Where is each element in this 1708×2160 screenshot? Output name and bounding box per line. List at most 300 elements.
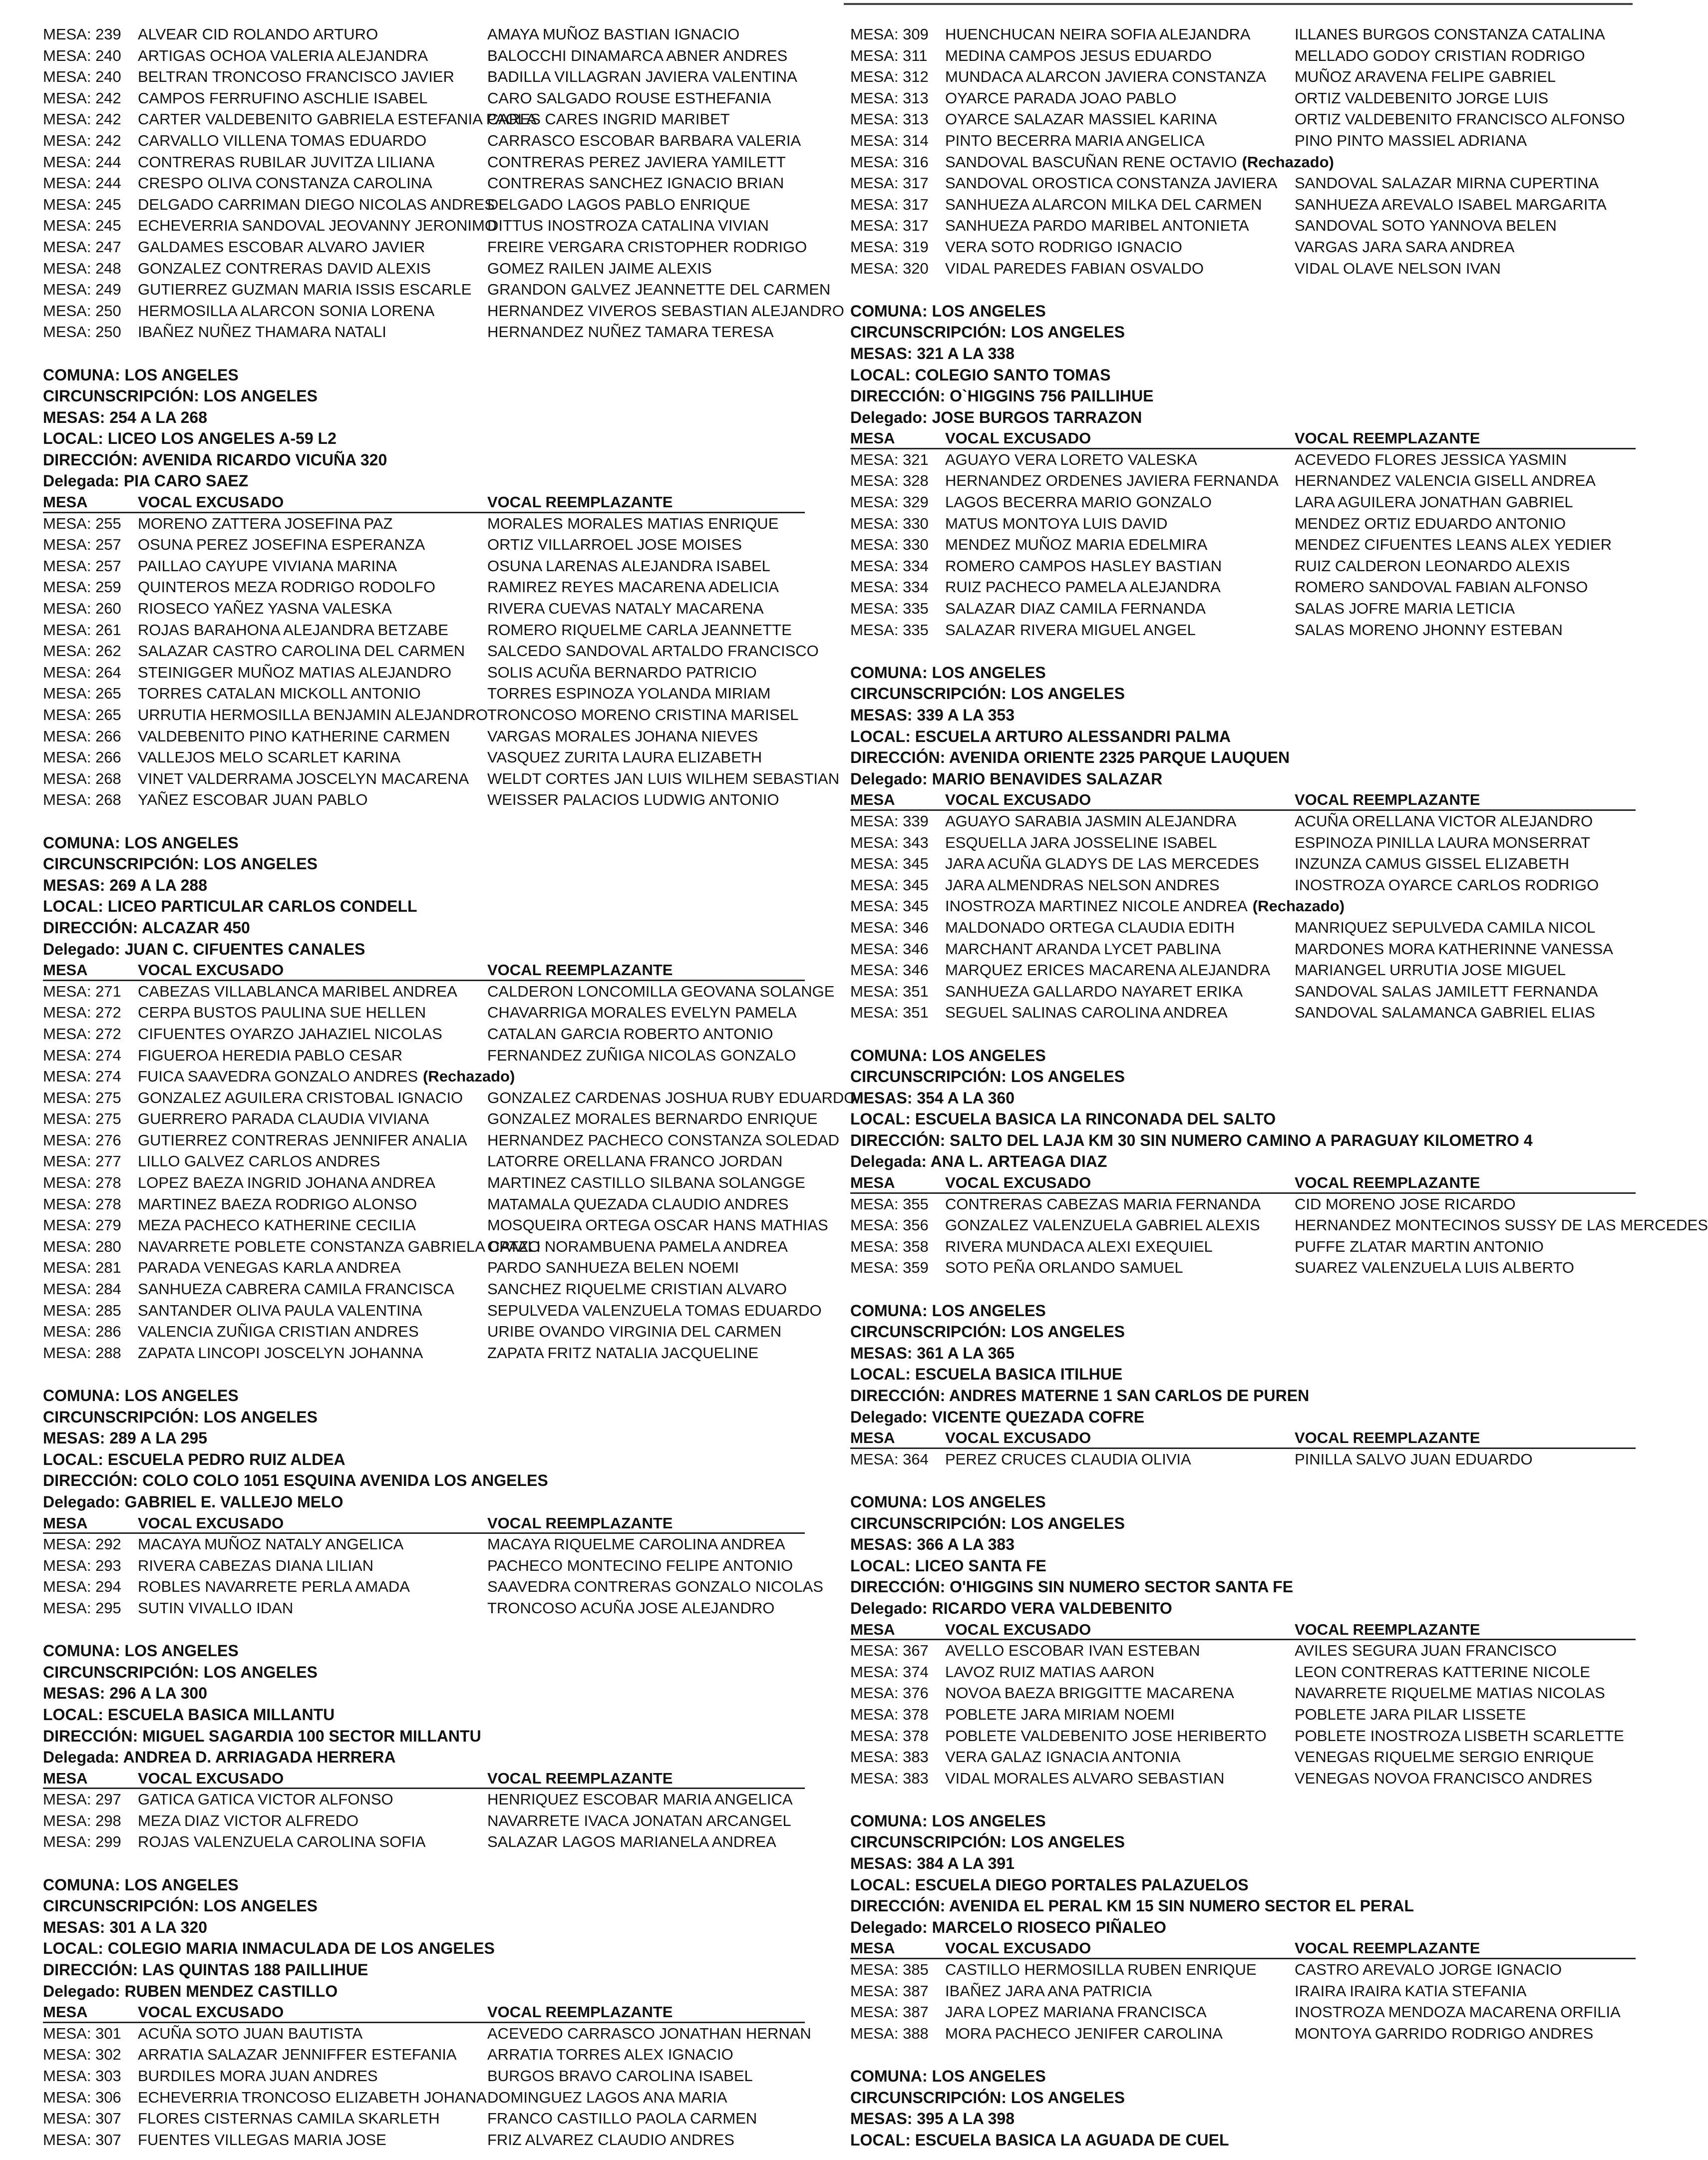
vocal-reemplazante-cell: BALOCCHI DINAMARCA ABNER ANDRES [487,46,788,64]
circunscripcion-line: CIRCUNSCRIPCIÓN: LOS ANGELES [43,1663,318,1681]
mesa-cell: MESA: 383 [850,1748,929,1766]
vocal-excusado-cell: SANDOVAL OROSTICA CONSTANZA JAVIERA [945,174,1278,192]
vocal-reemplazante-cell: SANHUEZA AREVALO ISABEL MARGARITA [1295,195,1607,213]
vocal-reemplazante-cell: AMAYA MUÑOZ BASTIAN IGNACIO [487,25,740,43]
mesa-cell: MESA: 320 [850,259,929,277]
mesa-cell: MESA: 292 [43,1535,121,1553]
table-row [43,88,805,109]
table-row [43,981,835,1003]
vocal-reemplazante-cell: WEISSER PALACIOS LUDWIG ANTONIO [487,791,779,809]
direccion-line: DIRECCIÓN: AVENIDA EL PERAL KM 15 SIN NUMERO SECTOR EL PERAL [850,1897,1414,1915]
mesa-cell: MESA: 356 [850,1216,929,1234]
vocal-excusado-cell: SOTO PEÑA ORLANDO SAMUEL [945,1259,1183,1277]
table-row [43,2023,811,2045]
vocal-excusado-cell: ESQUELLA JARA JOSSELINE ISABEL [945,833,1217,851]
table-row [43,641,819,662]
vocal-excusado-cell: MUNDACA ALARCON JAVIERA CONSTANZA [945,68,1267,86]
table-row [43,2044,805,2066]
table-row [43,1300,822,1322]
table-row [43,109,805,130]
vocal-reemplazante-cell: SALAZAR LAGOS MARIANELA ANDREA [487,1833,776,1851]
table-row [850,66,1636,88]
spacer [850,2044,1636,2066]
mesa-cell: MESA: 286 [43,1323,121,1341]
mesas-range: MESAS: 395 A LA 398 [850,2110,1015,2128]
vocal-excusado-cell: VALENCIA ZUÑIGA CRISTIAN ANDRES [138,1323,419,1341]
comuna-line: COMUNA: LOS ANGELES [43,833,239,852]
vocal-excusado-cell: MALDONADO ORTEGA CLAUDIA EDITH [945,918,1235,936]
delegado-line: Delegado: JOSE BURGOS TARRAZON [850,408,1142,426]
mesa-cell: MESA: 299 [43,1833,121,1851]
mesa-cell: MESA: 330 [850,514,929,532]
delegado-line: Delegado: MARCELO RIOSECO PIÑALEO [850,1918,1166,1936]
mesa-cell: MESA: 303 [43,2067,121,2085]
table-row [43,662,805,684]
vocal-excusado-cell: JARA ALMENDRAS NELSON ANDRES [945,876,1220,894]
local-line: LOCAL: ESCUELA DIEGO PORTALES PALAZUELOS [850,1875,1249,1894]
table-row [850,1768,1636,1790]
vocal-excusado-cell: CRESPO OLIVA CONSTANZA CAROLINA [138,174,432,192]
right-column [850,24,1708,2151]
mesas-range: MESAS: 254 A LA 268 [43,408,207,426]
vocal-reemplazante-cell: ILLANES BURGOS CONSTANZA CATALINA [1295,25,1605,43]
mesa-cell: MESA: 367 [850,1642,929,1660]
mesa-cell: MESA: 240 [43,68,121,86]
table-row [43,258,805,280]
mesa-cell: MESA: 317 [850,195,929,213]
header-vocal-excusado: VOCAL EXCUSADO [138,2003,284,2021]
table-row [850,1683,1636,1704]
mesa-cell: MESA: 319 [850,238,929,256]
header-vocal-reemplazante: VOCAL REEMPLAZANTE [487,2003,673,2021]
header-mesa: MESA [850,1620,895,1638]
comuna-line: COMUNA: LOS ANGELES [850,2067,1046,2085]
vocal-excusado-cell: HERMOSILLA ALARCON SONIA LORENA [138,302,435,320]
vocal-reemplazante-cell: MELLADO GODOY CRISTIAN RODRIGO [1295,46,1585,64]
table-row [850,534,1636,556]
table-row [43,194,805,216]
vocal-excusado-cell: CERPA BUSTOS PAULINA SUE HELLEN [138,1004,426,1022]
vocal-reemplazante-cell: RUIZ CALDERON LEONARDO ALEXIS [1295,557,1570,575]
header-vocal-excusado: VOCAL EXCUSADO [945,1429,1091,1447]
table-row [850,1257,1636,1279]
vocal-reemplazante-cell: URIBE OVANDO VIRGINIA DEL CARMEN [487,1323,782,1341]
vocal-reemplazante-cell: CATALAN GARCIA ROBERTO ANTONIO [487,1025,773,1043]
table-row [43,152,805,173]
table-header [850,1172,1636,1194]
vocal-excusado-cell: ECHEVERRIA SANDOVAL JEOVANNY JERONIMO [138,217,497,235]
mesa-cell: MESA: 250 [43,323,121,341]
spacer [850,279,1636,301]
vocal-reemplazante-cell: DITTUS INOSTROZA CATALINA VIVIAN [487,217,769,235]
vocal-reemplazante-cell: MENDEZ CIFUENTES LEANS ALEX YEDIER [1295,536,1612,554]
vocal-excusado-cell: OYARCE PARADA JOAO PABLO [945,89,1177,107]
table-row [850,1747,1636,1768]
vocal-excusado-cell: HERNANDEZ ORDENES JAVIERA FERNANDA [945,472,1279,490]
vocal-reemplazante-cell: HERNANDEZ PACHECO CONSTANZA SOLEDAD [487,1131,840,1149]
vocal-reemplazante-cell: HERNANDEZ MONTECINOS SUSSY DE LAS MERCEDES [1295,1216,1708,1234]
header-vocal-excusado: VOCAL EXCUSADO [945,791,1091,809]
table-row [43,534,805,556]
table-row [850,1726,1636,1747]
mesas-range: MESAS: 321 A LA 338 [850,344,1015,362]
table-row [850,215,1636,237]
mesa-cell: MESA: 321 [850,450,929,468]
comuna-line: COMUNA: LOS ANGELES [850,1492,1046,1511]
local-line: LOCAL: LICEO PARTICULAR CARLOS CONDELL [43,897,417,916]
vocal-excusado-cell: MARCHANT ARANDA LYCET PABLINA [945,940,1221,958]
header-vocal-excusado: VOCAL EXCUSADO [945,1174,1091,1192]
vocal-excusado-cell: IBAÑEZ JARA ANA PATRICIA [945,1982,1152,2000]
direccion-line: DIRECCIÓN: LAS QUINTAS 188 PAILLIHUE [43,1961,368,1979]
comuna-line: COMUNA: LOS ANGELES [850,1046,1046,1065]
table-row [850,24,1636,45]
vocal-excusado-cell: ECHEVERRIA TRONCOSO ELIZABETH JOHANA [138,2088,487,2106]
header-vocal-excusado: VOCAL EXCUSADO [945,429,1091,447]
vocal-reemplazante-cell: GRANDON GALVEZ JEANNETTE DEL CARMEN [487,281,831,299]
spacer [43,343,805,364]
table-row [850,981,1636,1003]
vocal-reemplazante-cell: VARGAS JARA SARA ANDREA [1295,238,1515,256]
table-row [43,24,805,45]
mesa-cell: MESA: 317 [850,217,929,235]
vocal-reemplazante-cell: GONZALEZ MORALES BERNARDO ENRIQUE [487,1110,818,1128]
vocal-excusado-cell: BURDILES MORA JUAN ANDRES [138,2067,378,2085]
mesa-cell: MESA: 239 [43,25,121,43]
mesa-cell: MESA: 334 [850,578,929,596]
vocal-reemplazante-cell: HENRIQUEZ ESCOBAR MARIA ANGELICA [487,1791,793,1808]
vocal-reemplazante-cell: PINO PINTO MASSIEL ADRIANA [1295,131,1527,149]
mesa-cell: MESA: 339 [850,812,929,830]
table-row [850,811,1636,832]
table-row [43,1321,805,1343]
mesa-cell: MESA: 271 [43,982,121,1000]
vocal-excusado-cell: ROJAS BARAHONA ALEJANDRA BETZABE [138,621,448,639]
vocal-excusado-cell: JARA LOPEZ MARIANA FRANCISCA [945,2003,1207,2021]
table-row [850,2023,1636,2045]
delegado-line: Delegada: ANA L. ARTEAGA DIAZ [850,1152,1107,1171]
table-row [43,1194,805,1215]
table-row [850,1640,1636,1662]
vocal-excusado-cell [945,896,1394,917]
mesa-cell: MESA: 293 [43,1556,121,1574]
vocal-excusado-cell: GUTIERREZ CONTRERAS JENNIFER ANALIA [138,1131,467,1149]
top-rule [844,3,1633,5]
table-row [43,1108,818,1130]
mesa-cell: MESA: 358 [850,1237,929,1255]
vocal-reemplazante-cell: CID MORENO JOSE RICARDO [1295,1195,1516,1213]
vocal-excusado-cell: ROBLES NAVARRETE PERLA AMADA [138,1578,410,1596]
vocal-excusado-cell: AVELLO ESCOBAR IVAN ESTEBAN [945,1642,1200,1660]
vocal-reemplazante-cell: CARES CARES INGRID MARIBET [487,110,730,128]
vocal-reemplazante-cell: IRAIRA IRAIRA KATIA STEFANIA [1295,1982,1527,2000]
mesas-range: MESAS: 354 A LA 360 [850,1088,1015,1107]
mesa-cell: MESA: 277 [43,1152,121,1170]
mesa-cell: MESA: 316 [850,153,929,171]
mesa-cell: MESA: 244 [43,174,121,192]
vocal-excusado-cell: ROJAS VALENZUELA CAROLINA SOFIA [138,1833,426,1851]
vocal-reemplazante-cell: CARO SALGADO ROUSE ESTHEFANIA [487,89,771,107]
vocal-excusado-cell: ZAPATA LINCOPI JOSCELYN JOHANNA [138,1344,423,1362]
mesa-cell: MESA: 383 [850,1769,929,1787]
table-row [850,237,1636,258]
circunscripcion-line: CIRCUNSCRIPCIÓN: LOS ANGELES [850,1068,1125,1086]
spacer [850,641,1636,662]
table-row [850,194,1636,216]
mesa-cell: MESA: 279 [43,1216,121,1234]
mesa-cell: MESA: 364 [850,1450,929,1468]
mesas-range: MESAS: 361 A LA 365 [850,1344,1015,1362]
vocal-reemplazante-cell: DOMINGUEZ LAGOS ANA MARIA [487,2088,727,2106]
table-row [850,1704,1636,1726]
mesa-cell: MESA: 378 [850,1705,929,1723]
vocal-excusado-cell: GONZALEZ CONTRERAS DAVID ALEXIS [138,259,431,277]
vocal-excusado-cell: IBAÑEZ NUÑEZ THAMARA NATALI [138,323,386,341]
mesa-cell: MESA: 280 [43,1237,121,1255]
local-line: LOCAL: ESCUELA BASICA LA RINCONADA DEL SALTO [850,1110,1276,1128]
direccion-line: DIRECCIÓN: O`HIGGINS 756 PAILLIHUE [850,387,1154,405]
rechazado-label: (Rechazado) [1242,153,1334,171]
table-row [43,2066,805,2087]
vocal-reemplazante-cell: INOSTROZA MENDOZA MACARENA ORFILIA [1295,2003,1621,2021]
table-row [850,492,1636,513]
vocal-reemplazante-cell: TRONCOSO ACUÑA JOSE ALEJANDRO [487,1599,775,1617]
vocal-reemplazante-cell: HERNANDEZ VALENCIA GISELL ANDREA [1295,472,1596,490]
mesa-cell: MESA: 294 [43,1578,121,1596]
direccion-line: DIRECCIÓN: ALCAZAR 450 [43,918,250,937]
mesa-cell: MESA: 335 [850,600,929,618]
vocal-reemplazante-cell: MARTINEZ CASTILLO SILBANA SOLANGGE [487,1174,805,1192]
vocal-excusado-cell: LILLO GALVEZ CARLOS ANDRES [138,1152,380,1170]
vocal-reemplazante-cell: PACHECO MONTECINO FELIPE ANTONIO [487,1556,793,1574]
left-column [43,24,856,2151]
vocal-reemplazante-cell: SOLIS ACUÑA BERNARDO PATRICIO [487,663,757,681]
mesa-cell: MESA: 328 [850,472,929,490]
vocal-name: SANDOVAL BASCUÑAN RENE OCTAVIO [945,153,1237,171]
vocal-reemplazante-cell: MENDEZ ORTIZ EDUARDO ANTONIO [1295,514,1566,532]
table-row [43,130,805,152]
table-row [43,1151,805,1172]
table-header [850,1619,1636,1641]
vocal-reemplazante-cell: NAVARRETE IVACA JONATAN ARCANGEL [487,1811,791,1829]
mesa-cell: MESA: 245 [43,195,121,213]
vocal-excusado-cell: SANHUEZA GALLARDO NAYARET ERIKA [945,982,1243,1000]
vocal-excusado-cell: MATUS MONTOYA LUIS DAVID [945,514,1168,532]
table-row [43,598,805,620]
comuna-line: COMUNA: LOS ANGELES [43,1642,239,1660]
vocal-reemplazante-cell: RIVERA CUEVAS NATALY MACARENA [487,600,764,618]
table-row [43,1002,805,1024]
vocal-reemplazante-cell: LEON CONTRERAS KATTERINE NICOLE [1295,1663,1590,1681]
vocal-reemplazante-cell: GONZALEZ CARDENAS JOSHUA RUBY EDUARDO [487,1088,856,1106]
mesa-cell: MESA: 261 [43,621,121,639]
mesa-cell: MESA: 387 [850,2003,929,2021]
vocal-excusado-cell: GONZALEZ VALENZUELA GABRIEL ALEXIS [945,1216,1260,1234]
comuna-line: COMUNA: LOS ANGELES [43,365,239,384]
vocal-reemplazante-cell: FREIRE VERGARA CRISTOPHER RODRIGO [487,238,807,256]
mesa-cell: MESA: 301 [43,2024,121,2042]
mesa-cell: MESA: 376 [850,1684,929,1702]
table-header [43,960,805,981]
vocal-reemplazante-cell: POBLETE INOSTROZA LISBETH SCARLETTE [1295,1727,1624,1745]
vocal-excusado-cell: FIGUEROA HEREDIA PABLO CESAR [138,1046,403,1064]
local-line: LOCAL: LICEO LOS ANGELES A-59 L2 [43,429,337,448]
header-vocal-reemplazante: VOCAL REEMPLAZANTE [487,1769,673,1787]
table-header [43,492,805,513]
vocal-excusado-cell: SEGUEL SALINAS CAROLINA ANDREA [945,1004,1228,1022]
mesa-cell: MESA: 346 [850,961,929,979]
mesa-cell: MESA: 378 [850,1727,929,1745]
table-header [43,2002,805,2023]
mesa-cell: MESA: 359 [850,1259,929,1277]
circunscripcion-line: CIRCUNSCRIPCIÓN: LOS ANGELES [43,1897,318,1915]
spacer [43,1619,805,1641]
comuna-line: COMUNA: LOS ANGELES [850,1301,1046,1320]
vocal-reemplazante-cell: MARDONES MORA KATHERINNE VANESSA [1295,940,1613,958]
mesa-cell: MESA: 265 [43,706,121,723]
table-row [850,470,1636,492]
vocal-reemplazante-cell: WELDT CORTES JAN LUIS WILHEM SEBASTIAN [487,769,840,787]
rechazado-label: (Rechazado) [423,1068,515,1085]
table-row [43,683,805,705]
vocal-reemplazante-cell: SALAS JOFRE MARIA LETICIA [1295,600,1515,618]
vocal-reemplazante-cell: SALCEDO SANDOVAL ARTALDO FRANCISCO [487,642,819,660]
vocal-excusado-cell: GUERRERO PARADA CLAUDIA VIVIANA [138,1110,429,1128]
spacer [850,1789,1636,1810]
vocal-excusado-cell: FUENTES VILLEGAS MARIA JOSE [138,2131,386,2149]
vocal-excusado-cell: SALAZAR DIAZ CAMILA FERNANDA [945,600,1206,618]
mesa-cell: MESA: 240 [43,46,121,64]
mesa-cell: MESA: 274 [43,1046,121,1064]
vocal-reemplazante-cell: MOSQUEIRA ORTEGA OSCAR HANS MATHIAS [487,1216,828,1234]
table-row [43,237,805,258]
vocal-excusado-cell: RIVERA CABEZAS DIANA LILIAN [138,1556,374,1574]
vocal-excusado-cell: OYARCE SALAZAR MASSIEL KARINA [945,110,1217,128]
vocal-excusado-cell: POBLETE VALDEBENITO JOSE HERIBERTO [945,1727,1267,1745]
vocal-reemplazante-cell: VARGAS MORALES JOHANA NIEVES [487,727,758,745]
table-row [43,577,805,598]
vocal-excusado-cell: VALLEJOS MELO SCARLET KARINA [138,748,401,766]
mesas-range: MESAS: 269 A LA 288 [43,876,207,894]
circunscripcion-line: CIRCUNSCRIPCIÓN: LOS ANGELES [850,1833,1125,1851]
delegado-line: Delegado: GABRIEL E. VALLEJO MELO [43,1492,343,1511]
mesa-cell: MESA: 265 [43,685,121,703]
header-vocal-excusado: VOCAL EXCUSADO [138,1769,284,1787]
table-row [850,45,1636,67]
table-row [43,322,805,343]
vocal-excusado-cell: AGUAYO SARABIA JASMIN ALEJANDRA [945,812,1237,830]
table-row [850,88,1636,109]
vocal-excusado-cell: PARADA VENEGAS KARLA ANDREA [138,1259,401,1277]
vocal-reemplazante-cell: FRANCO CASTILLO PAOLA CARMEN [487,2110,757,2128]
vocal-reemplazante-cell: ROMERO SANDOVAL FABIAN ALFONSO [1295,578,1588,596]
mesas-range: MESAS: 366 A LA 383 [850,1535,1015,1554]
table-row [43,2108,805,2130]
header-mesa: MESA [43,2003,88,2021]
mesa-cell: MESA: 268 [43,769,121,787]
table-row [43,705,805,726]
vocal-excusado-cell: FLORES CISTERNAS CAMILA SKARLETH [138,2110,440,2128]
vocal-reemplazante-cell: OPAZO NORAMBUENA PAMELA ANDREA [487,1237,788,1255]
vocal-reemplazante-cell: ACEVEDO CARRASCO JONATHAN HERNAN [487,2024,811,2042]
mesa-cell: MESA: 388 [850,2024,929,2042]
table-row [43,1130,840,1151]
vocal-excusado-cell: MARQUEZ ERICES MACARENA ALEJANDRA [945,961,1271,979]
table-row [850,173,1636,194]
vocal-excusado-cell: VIDAL PAREDES FABIAN OSVALDO [945,259,1204,277]
table-row [850,1449,1636,1470]
table-row [43,1343,805,1364]
table-row [43,1534,805,1555]
table-header [43,1513,805,1534]
vocal-reemplazante-cell: INOSTROZA OYARCE CARLOS RODRIGO [1295,876,1599,894]
mesa-cell: MESA: 242 [43,110,121,128]
vocal-reemplazante-cell: ACEVEDO FLORES JESSICA YASMIN [1295,450,1567,468]
vocal-excusado-cell: MEZA PACHECO KATHERINE CECILIA [138,1216,416,1234]
mesa-cell: MESA: 264 [43,663,121,681]
table-header [850,1938,1636,1959]
vocal-name: FUICA SAAVEDRA GONZALO ANDRES [138,1068,418,1085]
header-vocal-excusado: VOCAL EXCUSADO [138,1514,284,1532]
vocal-excusado-cell: PEREZ CRUCES CLAUDIA OLIVIA [945,1450,1191,1468]
mesa-cell: MESA: 302 [43,2046,121,2064]
vocal-reemplazante-cell: BURGOS BRAVO CAROLINA ISABEL [487,2067,753,2085]
vocal-excusado-cell: SUTIN VIVALLO IDAN [138,1599,294,1617]
vocal-excusado-cell: NOVOA BAEZA BRIGGITTE MACARENA [945,1684,1234,1702]
mesa-cell: MESA: 297 [43,1791,121,1808]
vocal-reemplazante-cell: TRONCOSO MORENO CRISTINA MARISEL [487,706,799,723]
vocal-excusado-cell: GUTIERREZ GUZMAN MARIA ISSIS ESCARLE [138,281,472,299]
vocal-reemplazante-cell: TORRES ESPINOZA YOLANDA MIRIAM [487,685,771,703]
mesas-range: MESAS: 289 A LA 295 [43,1429,207,1447]
mesa-cell: MESA: 345 [850,855,929,873]
vocal-reemplazante-cell: LARA AGUILERA JONATHAN GABRIEL [1295,493,1573,511]
mesa-cell: MESA: 276 [43,1131,121,1149]
vocal-excusado-cell: ROMERO CAMPOS HASLEY BASTIAN [945,557,1222,575]
table-row [850,1236,1636,1258]
vocal-excusado-cell: GALDAMES ESCOBAR ALVARO JAVIER [138,238,425,256]
table-row [43,1236,805,1258]
table-row [850,832,1636,854]
table-row [850,1662,1636,1683]
vocal-excusado-cell: CONTRERAS RUBILAR JUVITZA LILIANA [138,153,435,171]
vocal-reemplazante-cell: MONTOYA GARRIDO RODRIGO ANDRES [1295,2024,1594,2042]
delegado-line: Delegado: JUAN C. CIFUENTES CANALES [43,940,365,958]
table-header [850,1428,1636,1449]
vocal-excusado-cell: ARTIGAS OCHOA VALERIA ALEJANDRA [138,46,428,64]
mesa-cell: MESA: 244 [43,153,121,171]
vocal-reemplazante-cell: ARRATIA TORRES ALEX IGNACIO [487,2046,733,2064]
spacer [43,1853,805,1874]
mesa-cell: MESA: 313 [850,89,929,107]
local-line: LOCAL: ESCUELA PEDRO RUIZ ALDEA [43,1450,345,1468]
table-row [850,577,1636,598]
vocal-excusado-cell: LAVOZ RUIZ MATIAS AARON [945,1663,1155,1681]
vocal-reemplazante-cell: DELGADO LAGOS PABLO ENRIQUE [487,195,750,213]
comuna-line: COMUNA: LOS ANGELES [850,1811,1046,1830]
direccion-line: DIRECCIÓN: ANDRES MATERNE 1 SAN CARLOS DE PUREN [850,1387,1310,1405]
mesa-cell: MESA: 346 [850,918,929,936]
circunscripcion-line: CIRCUNSCRIPCIÓN: LOS ANGELES [850,323,1125,342]
vocal-excusado-cell: VINET VALDERRAMA JOSCELYN MACARENA [138,769,469,787]
table-row [43,2087,805,2109]
vocal-reemplazante-cell: SANCHEZ RIQUELME CRISTIAN ALVARO [487,1280,787,1298]
vocal-reemplazante-cell: MARIANGEL URRUTIA JOSE MIGUEL [1295,961,1566,979]
table-row [43,279,831,301]
table-row [43,215,805,237]
vocal-excusado-cell: TORRES CATALAN MICKOLL ANTONIO [138,685,421,703]
mesa-cell: MESA: 278 [43,1195,121,1213]
